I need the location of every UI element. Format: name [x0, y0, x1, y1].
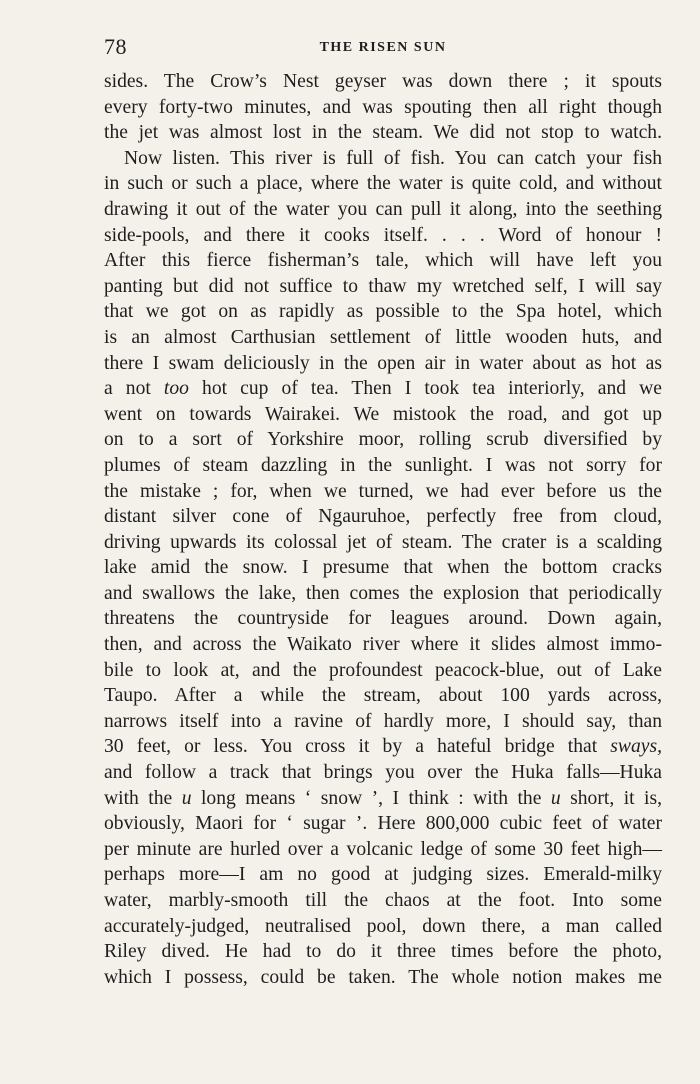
text-line	[104, 965, 662, 991]
text-run: narrows itself into a ravine of hardly more, I should say, than	[104, 710, 662, 732]
text-line	[104, 325, 662, 351]
book-page	[104, 34, 662, 990]
text-run: bile to look at, and the profoundest peacock-blue, out of Lake	[104, 659, 662, 681]
text-line	[104, 504, 662, 530]
text-run: driving upwards its colossal jet of steam. The crater is a scalding	[104, 531, 662, 553]
text-run: 30 feet, or less. You cross it by a hateful bridge that	[104, 736, 611, 758]
text-run: threatens the countryside for leagues around. Down again,	[104, 608, 662, 630]
text-line	[104, 479, 662, 505]
text-line	[104, 299, 662, 325]
page-number: 78	[104, 34, 127, 59]
text-run: water, marbly-smooth till the chaos at the foot. Into some	[104, 890, 662, 911]
text-line	[104, 837, 662, 863]
text-line	[104, 223, 662, 249]
text-line	[104, 376, 662, 402]
text-line	[104, 632, 662, 658]
text-run: there I swam deliciously in the open air in water about as hot as	[104, 352, 662, 374]
text-line	[104, 581, 662, 607]
text-line	[104, 888, 662, 914]
text-run: sides. The Crow’s Nest geyser was down there ; it spouts	[104, 71, 662, 92]
text-line	[104, 197, 662, 223]
text-run: Taupo. After a while the stream, about 100 yards across,	[104, 685, 662, 707]
text-run: is an almost Carthusian settlement of little wooden huts, and	[104, 326, 662, 348]
text-line	[104, 171, 662, 197]
text-line	[104, 683, 662, 709]
italic-word: sways,	[610, 736, 662, 758]
text-run: accurately-judged, neutralised pool, down there, a man called	[104, 915, 662, 937]
text-line	[104, 248, 662, 274]
text-line	[104, 786, 662, 812]
text-line	[104, 862, 662, 888]
text-line	[104, 734, 662, 760]
text-run: perhaps more—I am no good at judging sizes. Emerald-milky	[104, 864, 662, 886]
italic-word: u	[181, 787, 192, 809]
text-line	[104, 606, 662, 632]
text-run: panting but did not suffice to thaw my wretched self, I will say	[104, 275, 662, 297]
text-line	[104, 402, 662, 428]
text-line	[104, 120, 662, 146]
text-run: short, it is,	[560, 787, 663, 809]
text-run: plumes of steam dazzling in the sunlight. I was not sorry for	[104, 454, 662, 476]
text-line	[104, 811, 662, 837]
text-run: and follow a track that brings you over the Huka falls—Huka	[104, 762, 662, 784]
text-line	[104, 69, 662, 95]
text-run: with the	[104, 787, 182, 809]
text-run: then, and across the Waikato river where it slides almost immo-	[104, 634, 662, 656]
text-run: the mistake ; for, when we turned, we had ever before us the	[104, 480, 662, 502]
text-run: hot cup of tea. Then I took tea interiorly, and we	[188, 378, 663, 400]
text-line	[104, 939, 662, 965]
italic-word: too	[163, 378, 189, 400]
text-line	[104, 530, 662, 556]
text-run: every forty-two minutes, and was spouting then all right though	[104, 96, 662, 118]
text-run: Riley dived. He had to do it three times before the photo,	[104, 941, 662, 963]
text-run: the jet was almost lost in the steam. We did not stop to watch.	[104, 122, 662, 144]
text-line	[104, 95, 662, 121]
text-run: a not	[104, 378, 164, 400]
text-run: in such or such a place, where the water is quite cold, and without	[104, 173, 662, 195]
text-line	[104, 274, 662, 300]
text-line	[104, 427, 662, 453]
text-run: on to a sort of Yorkshire moor, rolling scrub diversified by	[104, 429, 662, 451]
text-run: obviously, Maori for ‘ sugar ’. Here 800,000 cubic feet of water	[104, 813, 662, 835]
text-run: drawing it out of the water you can pull it along, into the seething	[104, 198, 662, 220]
text-run: which I possess, could be taken. The whole notion makes me	[104, 966, 662, 988]
text-run: went on towards Wairakei. We mistook the road, and got up	[104, 403, 662, 425]
text-run: distant silver cone of Ngauruhoe, perfectly free from cloud,	[104, 506, 662, 528]
text-run: After this fierce fisherman’s tale, which will have left you	[104, 250, 662, 272]
text-run: and swallows the lake, then comes the explosion that periodically	[104, 582, 662, 604]
text-line	[104, 658, 662, 684]
text-line	[104, 914, 662, 940]
text-run: Now listen. This river is full of fish. You can catch your fish	[124, 147, 662, 169]
text-run: that we got on as rapidly as possible to the Spa hotel, which	[104, 301, 662, 323]
body-text	[104, 69, 662, 990]
page-header	[104, 34, 662, 64]
running-head: THE RISEN SUN	[319, 40, 447, 55]
text-line	[104, 760, 662, 786]
text-run: long means ‘ snow ’, I think : with the	[191, 787, 551, 809]
text-line	[104, 709, 662, 735]
text-run: per minute are hurled over a volcanic ledge of some 30 feet high—	[104, 838, 662, 860]
text-run: side-pools, and there it cooks itself. . . . Word of honour !	[104, 224, 662, 246]
text-line	[104, 453, 662, 479]
text-line	[104, 351, 662, 377]
text-line	[104, 555, 662, 581]
italic-word: u	[550, 787, 561, 809]
text-run: lake amid the snow. I presume that when the bottom cracks	[104, 557, 662, 579]
text-line	[104, 146, 662, 172]
